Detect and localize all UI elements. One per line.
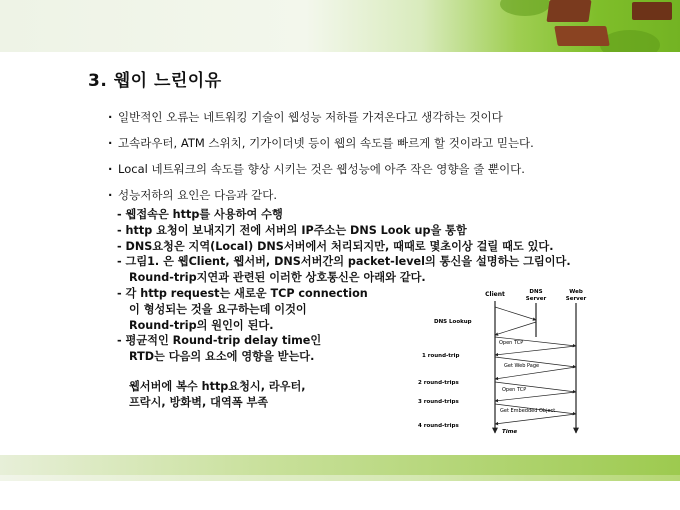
web-server-header: Web xyxy=(569,289,583,295)
round-trip-diagram xyxy=(414,287,604,437)
sub-point-continued: 이 형성되는 것을 요구하는데 이것이 xyxy=(129,302,307,316)
sub-point-continued: Round-trip의 원인이 된다. xyxy=(129,318,274,332)
sub-point-note: 프락시, 방화벽, 대역폭 부족 xyxy=(129,395,269,409)
client-header: Client xyxy=(485,291,505,298)
sub-point: - DNS요청은 지역(Local) DNS서버에서 처리되지만, 때때로 몇초이상 걸릴 때도 있다. xyxy=(117,239,554,253)
round-trip-4-label: 4 round-trips xyxy=(418,423,459,429)
bullet-item: · 일반적인 오류는 네트워킹 기술이 웹성능 저하를 가져온다고 생각하는 것이다 xyxy=(108,108,534,134)
open-tcp-ack-arrow xyxy=(495,346,576,355)
get-web-page-label: Get Web Page xyxy=(504,363,540,369)
bullet-list xyxy=(108,108,534,212)
sub-point: - 각 http request는 새로운 TCP connection xyxy=(117,286,368,300)
slide-title: 3. 웹이 느린이유 xyxy=(88,71,222,91)
sub-point-note: 웹서버에 복수 http요청시, 라우터, xyxy=(129,379,306,393)
round-trip-3-label: 3 round-trips xyxy=(418,399,459,405)
open-tcp-2-ack-arrow xyxy=(495,392,576,401)
footer-band xyxy=(0,455,680,475)
header-photo-band xyxy=(0,0,680,52)
sub-point-continued: Round-trip지연과 관련된 이러한 상호통신은 아래와 같다. xyxy=(129,271,426,285)
sub-point: - 그림1. 은 웹Client, 웹서버, DNS서버간의 packet-level의 통신을 설명하는 그림이다. xyxy=(117,255,571,269)
embedded-object-response-arrow xyxy=(495,414,576,424)
open-tcp-2-label: Open TCP xyxy=(502,387,527,393)
bench-plank xyxy=(554,26,610,46)
round-trip-1-label: 1 round-trip xyxy=(422,353,460,359)
get-embedded-object-label: Get Embedded Object xyxy=(500,408,556,414)
dns-server-header: DNS xyxy=(529,289,543,295)
dns-server-header-line2: Server xyxy=(525,296,547,302)
dns-lookup-label: DNS Lookup xyxy=(434,319,472,325)
footer-band-thin xyxy=(0,475,680,481)
sub-point: - 평균적인 Round-trip delay time인 xyxy=(117,334,322,348)
open-tcp-label: Open TCP xyxy=(499,340,524,346)
bullet-item: · 성능저하의 요인은 다음과 같다. xyxy=(108,186,534,212)
bench-plank xyxy=(546,0,591,22)
bullet-item: · 고속라우터, ATM 스위치, 기가이더넷 등이 웹의 속도를 빠르게 할 것이라고 믿는다. xyxy=(108,134,534,160)
dns-request-arrow xyxy=(495,307,536,320)
dns-response-arrow xyxy=(495,322,536,335)
sub-point-continued: RTD는 다음의 요소에 영향을 받는다. xyxy=(129,350,315,364)
web-server-header-line2: Server xyxy=(565,296,587,302)
bullet-item: · Local 네트워크의 속도를 향상 시키는 것은 웹성능에 아주 작은 영향을 줄 뿐이다. xyxy=(108,160,534,186)
time-axis-label: Time xyxy=(502,429,518,435)
round-trip-2-label: 2 round-trips xyxy=(418,380,459,386)
round-trip-diagram-svg xyxy=(414,287,604,437)
bench-plank xyxy=(632,2,672,20)
sub-point: - http 요청이 보내지기 전에 서버의 IP주소는 DNS Look up을 통함 xyxy=(117,223,467,237)
sub-point: - 웹접속은 http를 사용하여 수행 xyxy=(117,208,283,221)
